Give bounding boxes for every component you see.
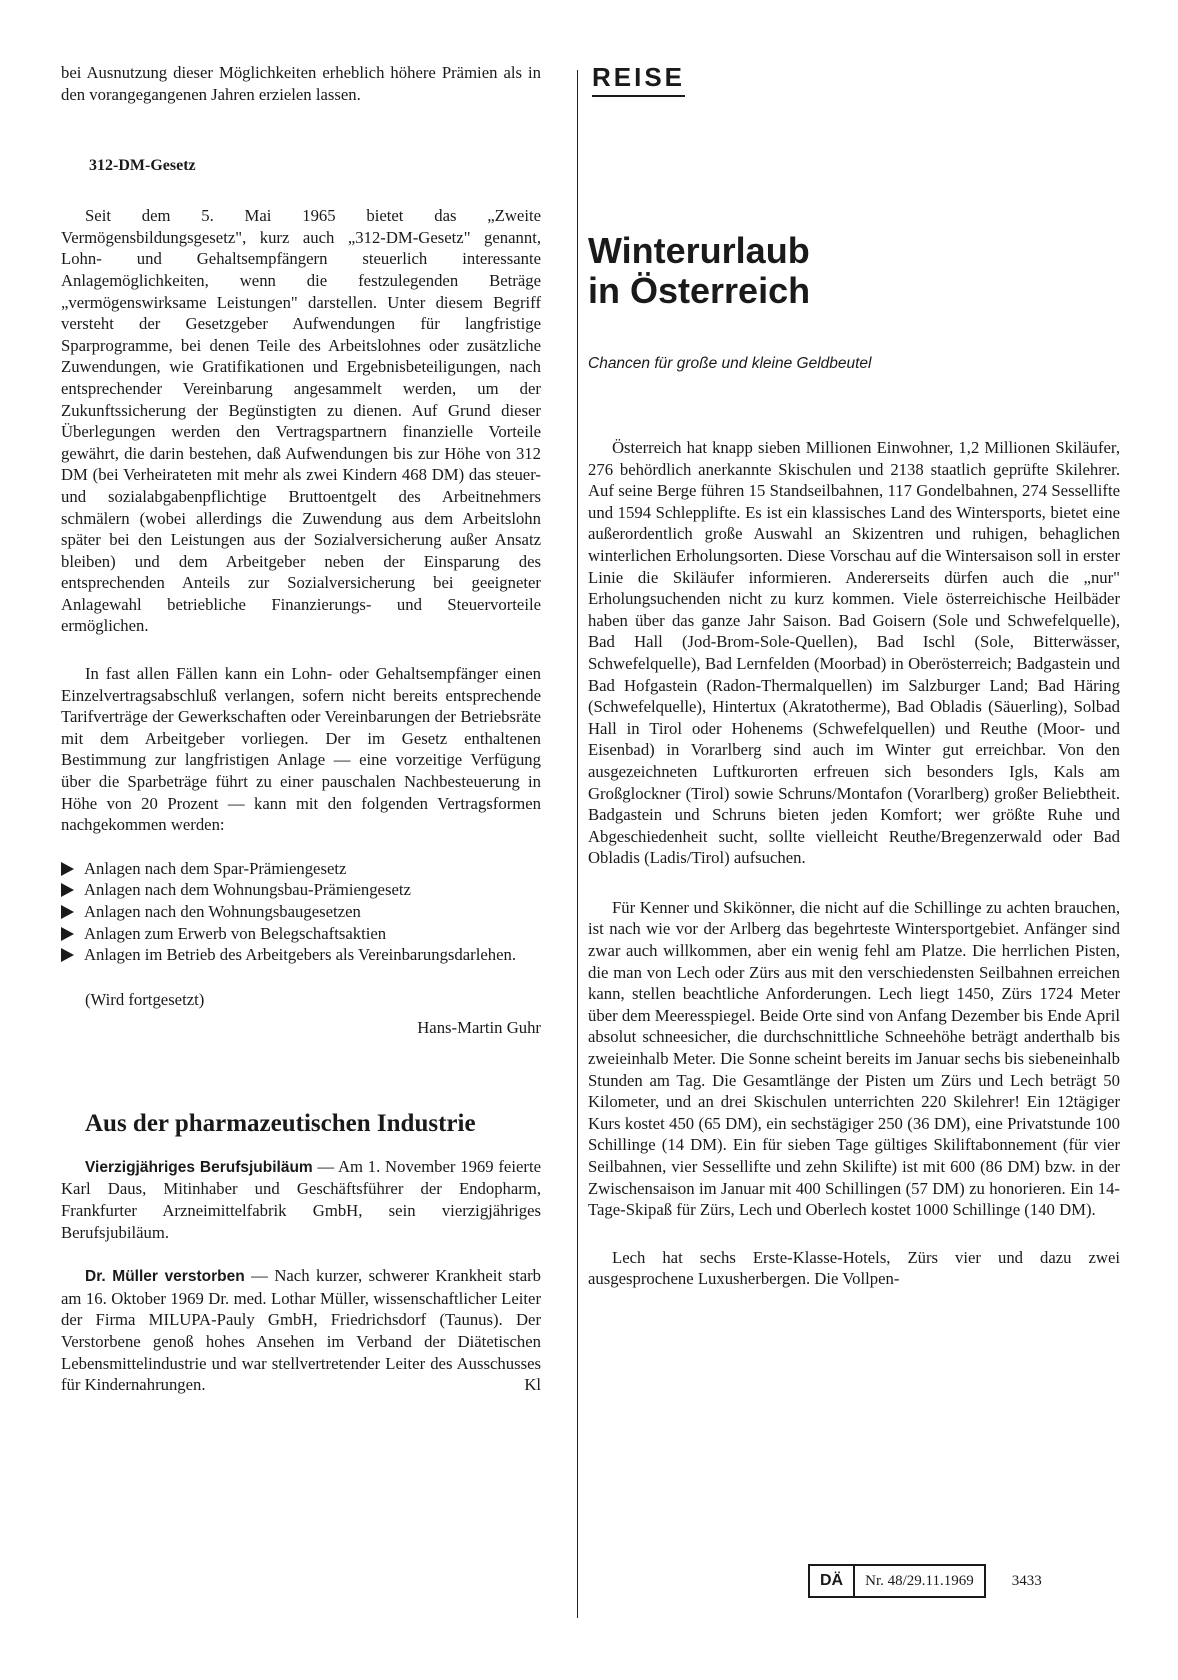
list-item: Anlagen nach dem Wohnungsbau-Prämiengesetz	[61, 879, 541, 901]
intro-paragraph: bei Ausnutzung dieser Möglichkeiten erheblich höhere Prämien als in den vorangegangenen Jahren erzielen lassen.	[61, 63, 541, 104]
list-item: Anlagen nach dem Spar-Prämiengesetz	[61, 858, 541, 880]
page-number: 3433	[1011, 1572, 1042, 1589]
list-item: Anlagen nach den Wohnungsbaugesetzen	[61, 901, 541, 923]
right-column	[588, 62, 1120, 1290]
paragraph-312-dm-1: Seit dem 5. Mai 1965 bietet das „Zweite Vermögensbildungsgesetz", kurz auch „312-DM-Gesetz" genannt, Lohn- und Gehaltsempfängern steuerlich interessante Anlagemöglichkeiten, wenn die festzulegenden Beträge „vermögenswirksame Leistungen" darstellen. Unter diesem Begriff versteht der Gesetzgeber Aufwendungen für langfristige Sparprogramme, bei denen Teile des Arbeitslohnes oder zusätzliche Zuwendungen, wie Gratifikationen und Ergebnisbeteiligungen, nach entsprechender Vereinbarung angesammelt werden, um der Zukunftssicherung der Begünstigten zu dienen. Auf Grund dieser Überlegungen werden den Vertragspartnern finanzielle Vorteile gewährt, die darin bestehen, daß Aufwendungen bis zur Höhe von 312 DM (bei Verheirateten mit mehr als zwei Kindern 468 DM) das steuer- und sozialabgabenpflichtige Bruttoentgelt des Arbeitnehmers schmälern (wobei allerdings die Zuwendung aus dem Arbeitslohn später bei den Leistungen aus der Sozialversicherung außer Ansatz bleiben) und dem Arbeitgeber neben der Einsparung des entsprechenden Anteils zur Sozialversicherung bei geeigneter Anlagewahl betriebliche Finanzierungs- und Steuervorteile ermöglichen.	[61, 206, 541, 636]
subheading-312-dm-gesetz: 312-DM-Gesetz	[89, 157, 196, 175]
list-item: Anlagen zum Erwerb von Belegschaftsaktien	[61, 923, 541, 945]
triangle-bullet-icon	[61, 927, 74, 941]
list-item: Anlagen im Betrieb des Arbeitgebers als Vereinbarungsdarlehen.	[61, 944, 541, 966]
author-initials: Kl	[524, 1375, 541, 1395]
article-author: Hans-Martin Guhr	[417, 1017, 541, 1037]
paragraph-winter-3: Lech hat sechs Erste-Klasse-Hotels, Zürs vier und dazu zwei ausgesprochene Luxusherbergen. Die Vollpen-	[588, 1247, 1120, 1289]
issue-number: Nr. 48/29.11.1969	[865, 1572, 974, 1589]
article-deck: Chancen für große und kleine Geldbeutel	[588, 355, 872, 372]
triangle-bullet-icon	[61, 948, 74, 962]
contract-forms-list	[61, 858, 541, 966]
article-headline: Winterurlaub in Österreich	[588, 230, 811, 311]
section-label-reise: REISE	[592, 62, 685, 97]
left-column	[61, 62, 541, 1396]
continued-note: (Wird fortgesetzt)	[85, 989, 205, 1009]
news-item-jubilaeum: Vierzigjähriges Berufsjubiläum — Am 1. November 1969 feierte Karl Daus, Mitinhaber und Geschäftsführer der Endopharm, Frankfurter Arzneimittelfabrik GmbH, sein vierzigjähriges Berufsjubiläum.	[61, 1156, 541, 1242]
page-footer	[808, 1563, 1042, 1599]
paragraph-winter-1: Österreich hat knapp sieben Millionen Einwohner, 1,2 Millionen Skiläufer, 276 behördlich anerkannte Skischulen und 2138 staatlich geprüfte Skilehrer. Auf seine Berge führen 15 Standseilbahnen, 117 Gondelbahnen, 274 Sessellifte und 1594 Schlepplifte. Es ist ein klassisches Land des Wintersports, bietet eine außerordentlich große Auswahl an Skizentren und ruhigen, behaglichen winterlichen Erholungsorten. Diese Vorschau auf die Wintersaison soll in erster Linie die Skiläufer informieren. Andererseits dürfen auch die „nur" Erholungsuchenden nicht zu kurz kommen. Viele österreichische Heilbäder haben über das ganze Jahr Saison. Bad Goisern (Sole und Schwefelquelle), Bad Hall (Jod-Brom-Sole-Quellen), Bad Ischl (Sole, Bitterwässer, Schwefelquelle), Bad Lernfelden (Moorbad) in Oberösterreich; Badgastein und Bad Hofgastein (Radon-Thermalquellen) im Salzburger Land; Bad Häring (Schwefelquelle), Hintertux (Akratotherme), Bad Obladis (Säuerling), Solbad Hall in Tirol oder Hohenems (Schwefelquellen) und Reuthe (Moor- und Eisenbad) in Vorarlberg sind auch im Winter gut erreichbar. Von den ausgezeichneten Luftkurorten erfreuen sich besonders Igls, Kals am Großglockner (Tirol) sowie Schruns/Montafon (Vorarlberg) großer Beliebtheit. Badgastein und Schruns bieten jeden Komfort; wer größte Ruhe und Abgeschiedenheit sucht, sollte vielleicht Reuthe/Bregenzerwald oder Bad Obladis (Ladis/Tirol) aufsuchen.	[588, 438, 1120, 868]
triangle-bullet-icon	[61, 905, 74, 919]
paragraph-312-dm-2: In fast allen Fällen kann ein Lohn- oder Gehaltsempfänger einen Einzelvertragsabschluß verlangen, sofern nicht bereits entsprechende Tarifverträge der Gewerkschaften oder Vereinbarungen der Betriebsräte mit dem Arbeitgeber vorliegen. Der im Gesetz enthaltenen Bestimmung zur langfristigen Anlage — eine vorzeitige Verfügung über die Sparbeträge führt zu einer pauschalen Nachbesteuerung in Höhe von 20 Prozent — kann mit den folgenden Vertragsformen nachgekommen werden:	[61, 664, 541, 835]
triangle-bullet-icon	[61, 862, 74, 876]
issue-box	[808, 1564, 986, 1598]
news-item-obituary: Dr. Müller verstorben — Nach kurzer, schwerer Krankheit starb am 16. Oktober 1969 Dr. med. Lothar Müller, wissenschaftlicher Leiter der Firma MILUPA-Pauly GmbH, Friedrichsdorf (Taunus). Der Verstorbene genoß hohes Ansehen im Verband der Diätetischen Lebensmittelindustrie und war stellvertretender Leiter des Ausschusses für Kindernahrungen. Kl	[61, 1266, 542, 1395]
column-divider	[577, 70, 578, 1618]
section-title-pharma: Aus der pharmazeutischen Industrie	[85, 1109, 476, 1137]
journal-logo: DÄ	[810, 1566, 855, 1596]
paragraph-winter-2: Für Kenner und Skikönner, die nicht auf die Schillinge zu achten brauchen, ist nach wie vor der Arlberg das begehrteste Wintersportgebiet. Anfänger sind zwar auch willkommen, aber ein wenig fehl am Platze. Die herrlichen Pisten, die man von Lech oder Zürs aus mit den verschiedensten Seilbahnen erreichen kann, stellen beachtliche Anforderungen. Lech liegt 1450, Zürs 1724 Meter über dem Meeresspiegel. Beide Orte sind von Anfang Dezember bis Ende April absolut schneesicher, die durchschnittliche Schneehöhe beträgt anderthalb bis zweieinhalb Meter. Die Sonne scheint bereits im Januar sechs bis siebeneinhalb Stunden am Tag. Die Gesamtlänge der Pisten um Zürs und Lech beträgt 50 Kilometer, und an drei Skischulen unterrichten 220 Skilehrer! Ein 12tägiger Kurs kostet 450 (65 DM), ein sechstägiger 250 (36 DM), eine Privatstunde 100 Schillinge (14 DM). Ein für sieben Tage gültiges Skiliftabonnement (für vier Seilbahnen, vier Sessellifte und zehn Skilifte) ist mit 600 (86 DM) bzw. in der Zwischensaison im Januar mit 400 Schillingen (57 DM) zu honorieren. Ein 14-Tage-Skipaß für Zürs, Lech und Oberlech kostet 1000 Schillinge (140 DM).	[588, 897, 1120, 1220]
triangle-bullet-icon	[61, 883, 74, 897]
